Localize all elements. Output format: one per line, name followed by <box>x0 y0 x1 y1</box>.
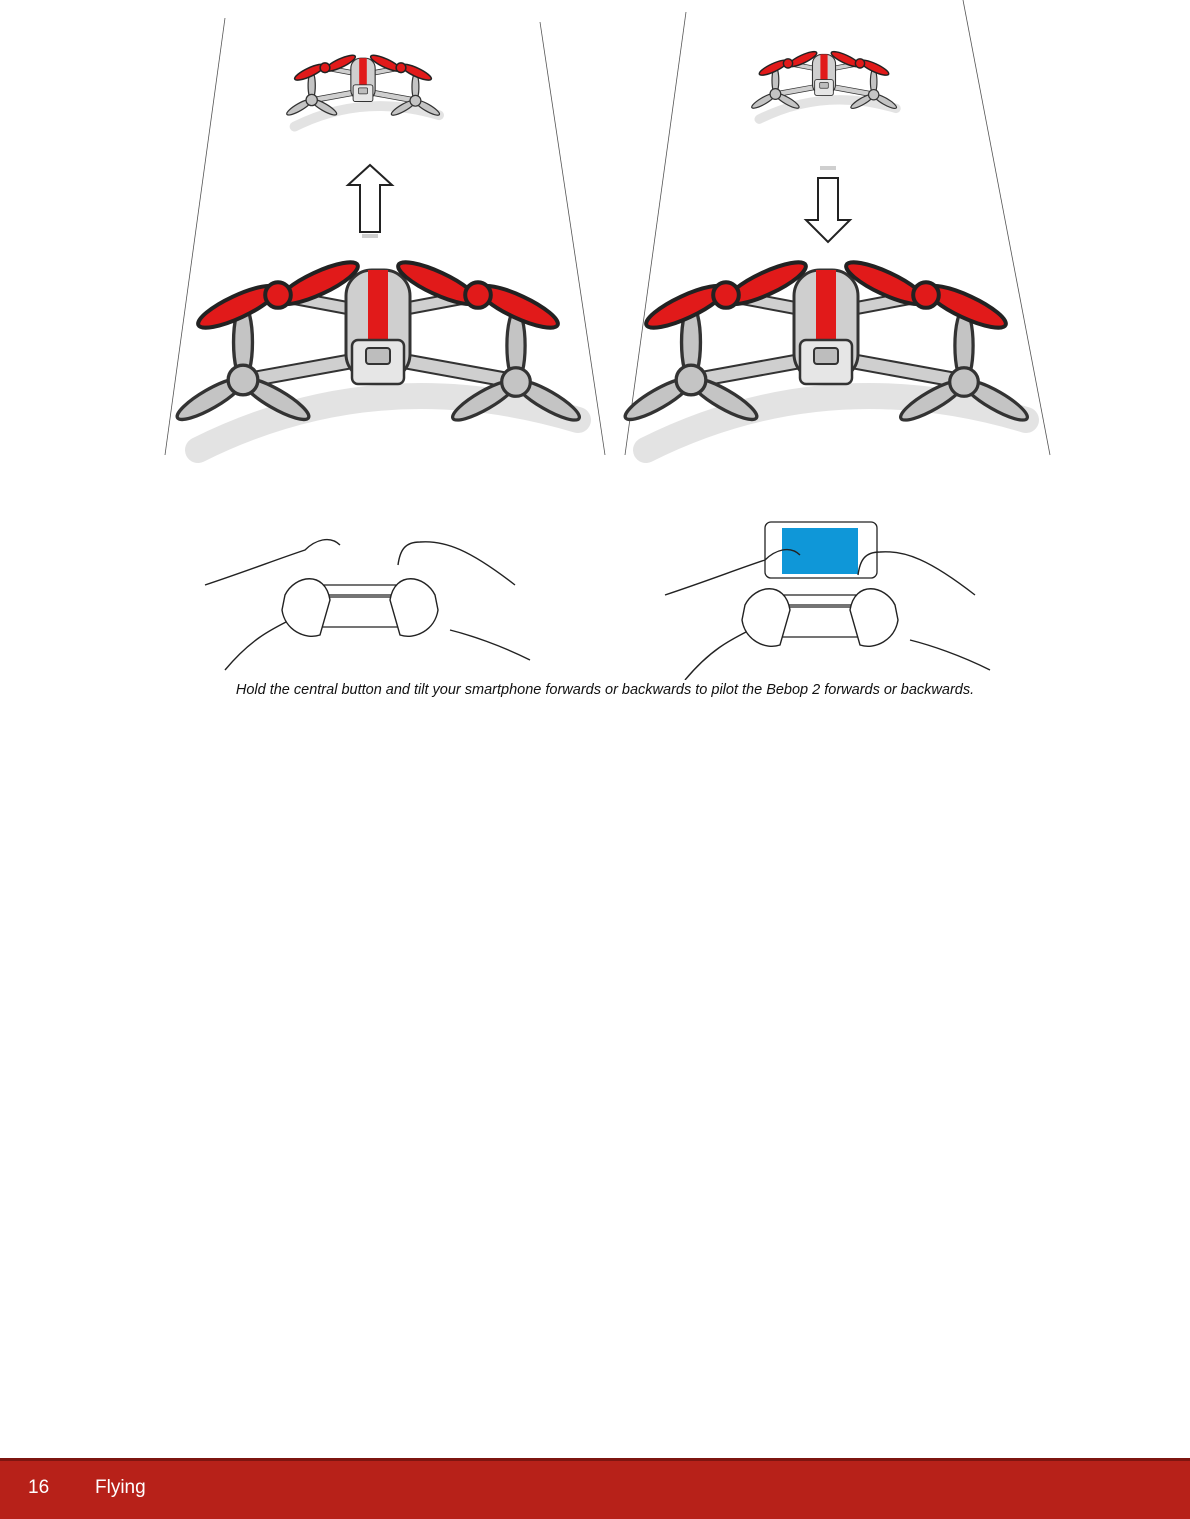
drone-far-left <box>285 52 441 126</box>
drone-near-left <box>173 255 584 450</box>
drone-far-right <box>750 49 898 119</box>
hands-holding-phone-left <box>205 540 530 670</box>
figure-illustration <box>0 0 1190 680</box>
page-number: 16 <box>28 1477 50 1498</box>
page-footer <box>0 1458 1190 1519</box>
section-name: Flying <box>95 1477 146 1498</box>
figure-caption: Hold the central button and tilt your smartphone forwards or backwards to pilot the Bebop 2 forwards or backwards. <box>235 682 975 698</box>
hands-holding-phone-right <box>665 522 990 680</box>
up-arrow-icon <box>348 165 392 236</box>
down-arrow-icon <box>806 168 850 242</box>
drone-near-right <box>621 255 1032 450</box>
